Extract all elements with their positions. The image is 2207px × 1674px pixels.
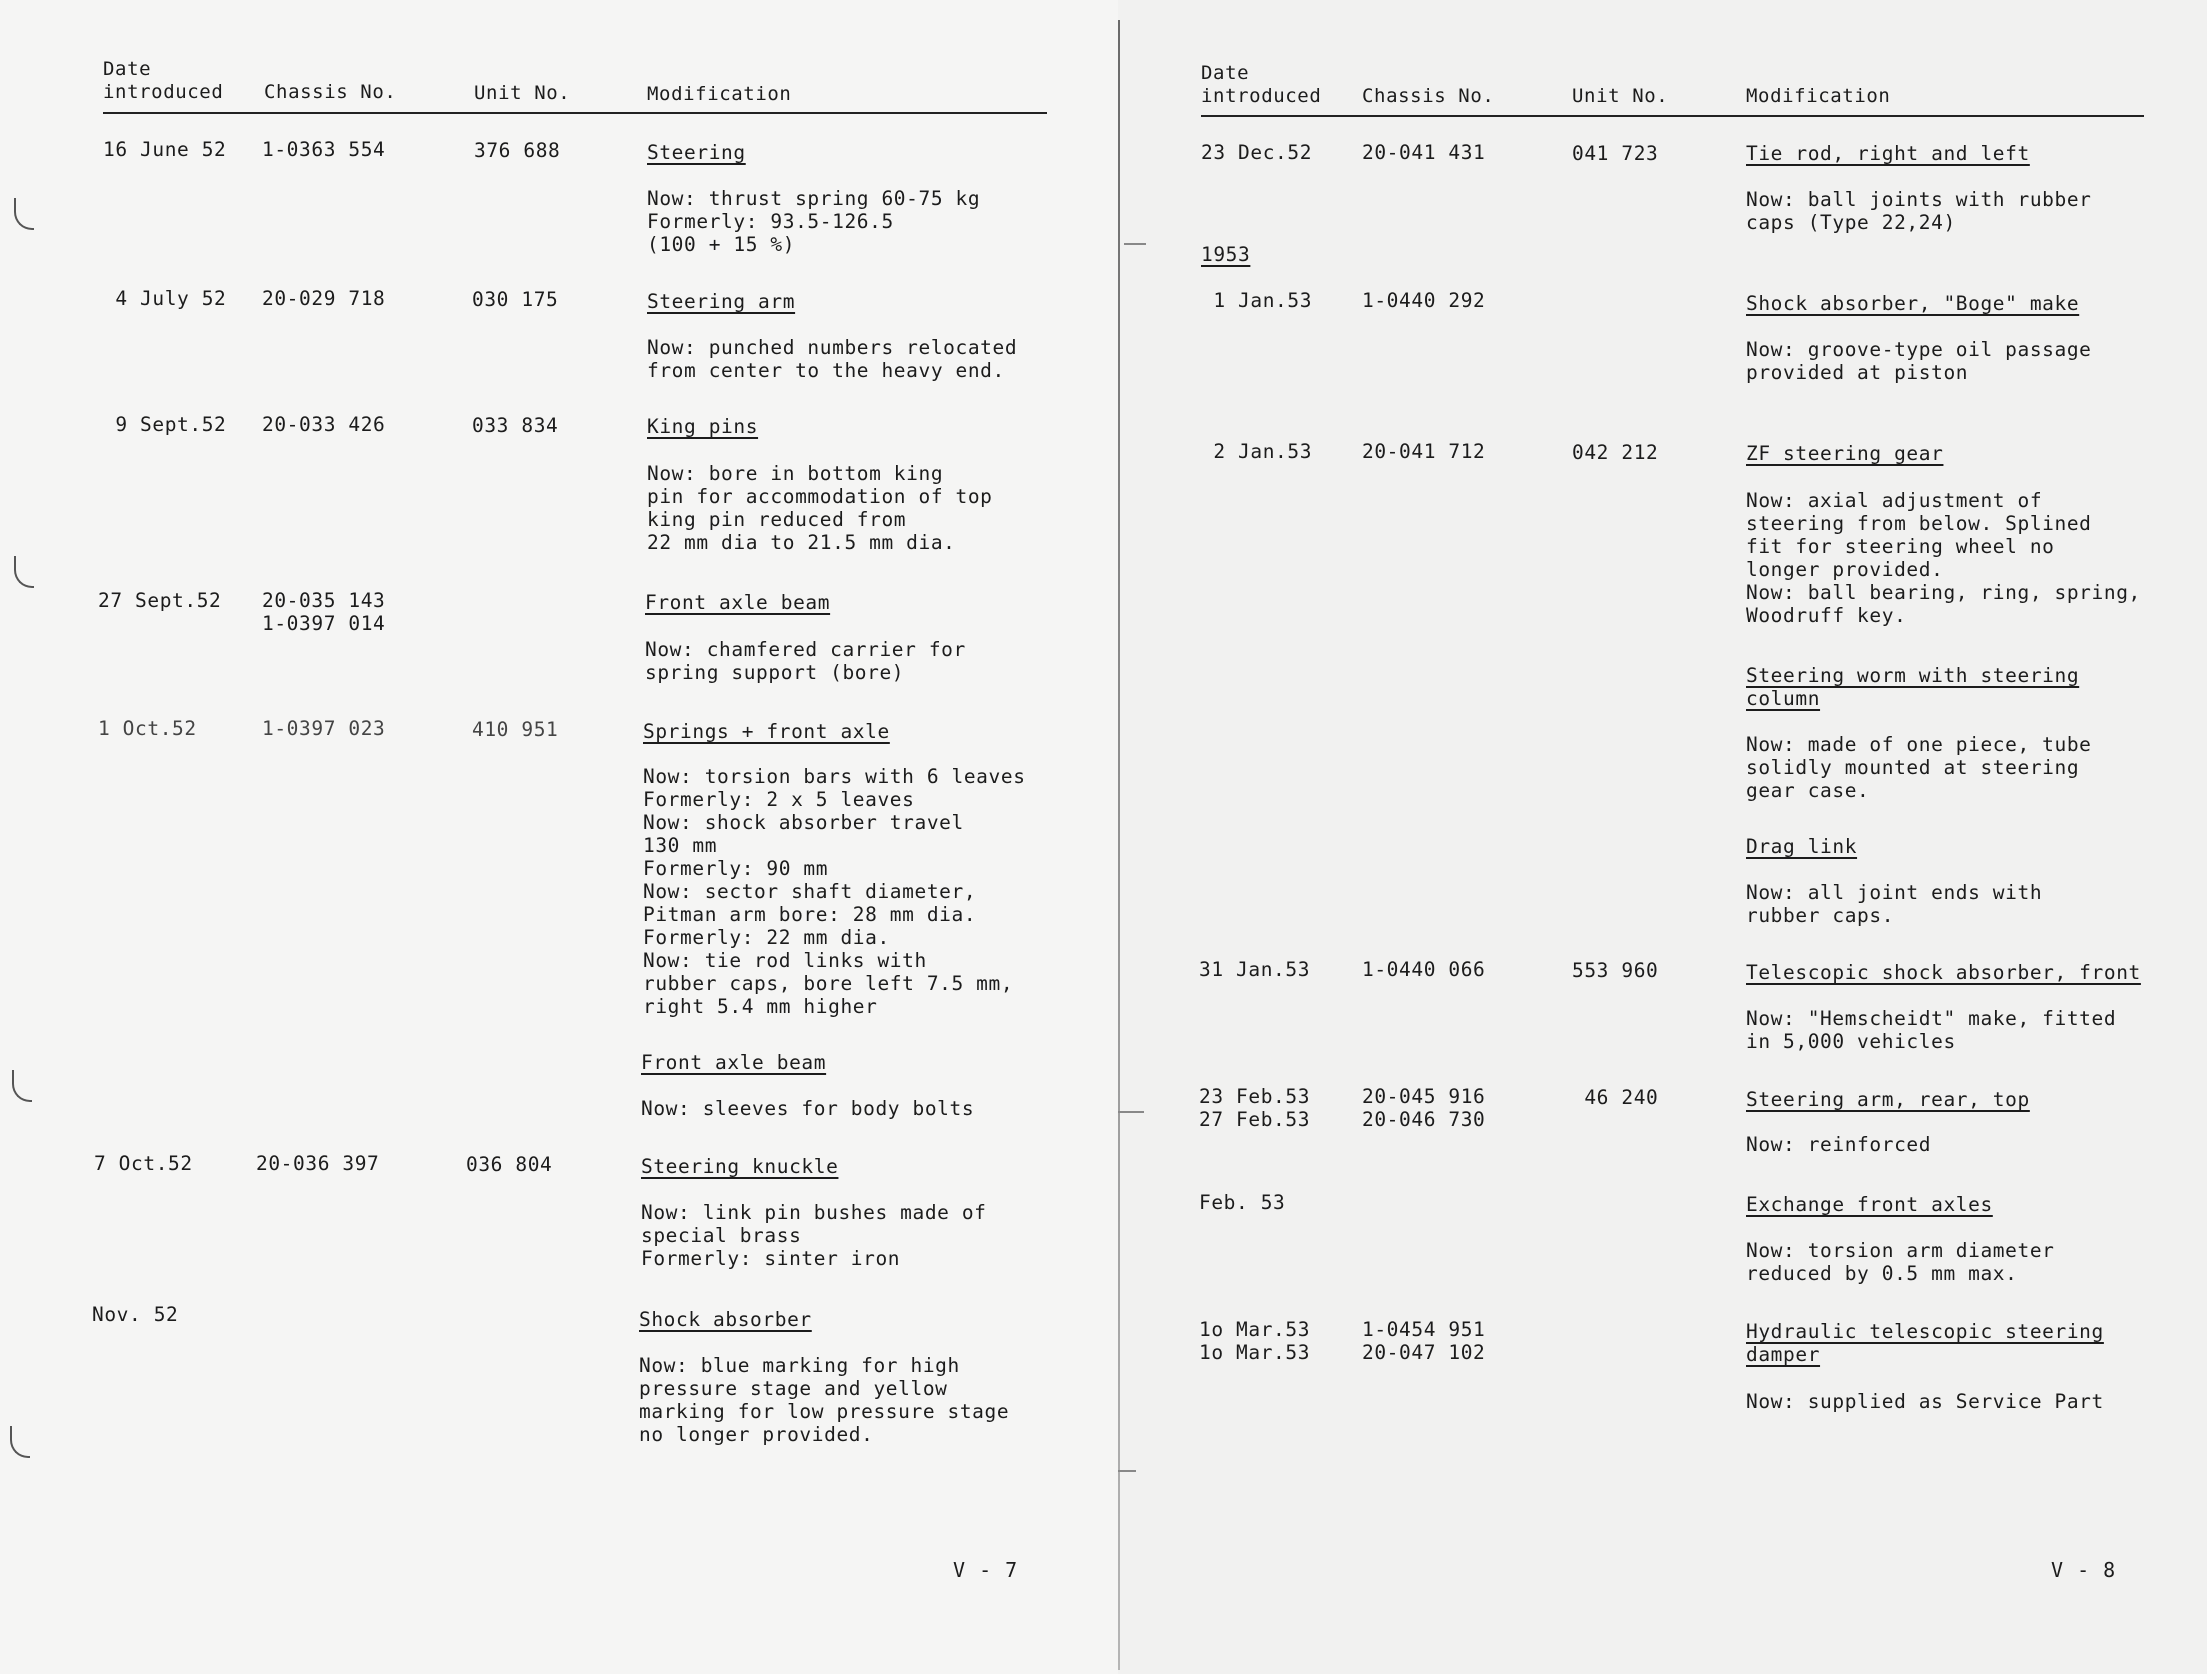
fold-tick xyxy=(1118,1470,1136,1472)
row-text: Now: chamfered carrier for spring support (bore) xyxy=(645,638,966,684)
row-title: King pins xyxy=(647,415,759,438)
row-date: 23 Feb.53 27 Feb.53 xyxy=(1199,1085,1311,1131)
row-text: Now: thrust spring 60-75 kg Formerly: 93.5-126.5 (100 + 15 %) xyxy=(647,187,981,256)
row-date: 9 Sept.52 xyxy=(103,413,227,436)
row-date: 16 June 52 xyxy=(103,138,227,161)
row-date: 2 Jan.53 xyxy=(1201,440,1313,463)
row-text: Now: axial adjustment of steering from below. Splined fit for steering wheel no longer provided. Now: ball bearing, ring, spring, Woodruff key. xyxy=(1746,489,2141,627)
row-text: Now: all joint ends with rubber caps. xyxy=(1746,881,2043,927)
header-date: Date introduced xyxy=(1201,62,1322,107)
row-text: Now: made of one piece, tube solidly mounted at steering gear case. xyxy=(1746,733,2092,802)
row-date: 23 Dec.52 xyxy=(1201,141,1313,164)
row-chassis: 1-0454 951 20-047 102 xyxy=(1362,1318,1486,1364)
row-chassis: 20-033 426 xyxy=(262,413,386,436)
header-chassis: Chassis No. xyxy=(1362,85,1495,107)
row-text: Now: supplied as Service Part xyxy=(1746,1390,2104,1413)
row-date: 31 Jan.53 xyxy=(1199,958,1311,981)
row-chassis: 20-041 712 xyxy=(1362,440,1486,463)
row-title: Steering knuckle xyxy=(641,1155,839,1178)
row-title: Steering worm with steering column xyxy=(1746,664,2080,710)
row-text: Now: link pin bushes made of special brass Formerly: sinter iron xyxy=(641,1201,987,1270)
row-title: Tie rod, right and left xyxy=(1746,142,2030,165)
row-chassis: 1-0440 066 xyxy=(1362,958,1486,981)
header-rule xyxy=(1201,115,2144,117)
row-text: Now: groove-type oil passage provided at piston xyxy=(1746,338,2092,384)
row-unit: 033 834 xyxy=(472,414,559,437)
header-modification: Modification xyxy=(647,83,792,105)
row-text: Now: reinforced xyxy=(1746,1133,1932,1156)
header-modification: Modification xyxy=(1746,85,1891,107)
row-unit: 036 804 xyxy=(466,1153,553,1176)
row-unit: 410 951 xyxy=(472,718,559,741)
header-chassis: Chassis No. xyxy=(264,81,397,103)
year-label: 1953 xyxy=(1201,243,1251,266)
row-chassis: 20-035 143 1-0397 014 xyxy=(262,589,386,635)
row-date: 4 July 52 xyxy=(103,287,227,310)
header-date: Date introduced xyxy=(103,58,224,103)
row-title: Hydraulic telescopic steering damper xyxy=(1746,1320,2104,1366)
row-title: Front axle beam xyxy=(645,591,831,614)
row-chassis: 20-041 431 xyxy=(1362,141,1486,164)
row-text: Now: torsion bars with 6 leaves Formerly: 2 x 5 leaves Now: shock absorber travel 130 mm Formerly: 90 mm Now: sector shaft diameter, Pitman arm bore: 28 mm dia. Formerly: 22 mm dia. Now: tie rod links with rubber caps, bore left 7.5 mm, right 5.4 mm higher xyxy=(643,765,1026,1018)
row-title: Steering arm, rear, top xyxy=(1746,1088,2030,1111)
row-title: Front axle beam xyxy=(641,1051,827,1074)
row-text: Now: ball joints with rubber caps (Type 22,24) xyxy=(1746,188,2092,234)
row-text: Now: torsion arm diameter reduced by 0.5 mm max. xyxy=(1746,1239,2055,1285)
page-fold xyxy=(1118,20,1120,1670)
row-chassis: 1-0440 292 xyxy=(1362,289,1486,312)
row-text: Now: sleeves for body bolts xyxy=(641,1097,975,1120)
row-date: 1o Mar.53 1o Mar.53 xyxy=(1199,1318,1311,1364)
fold-tick xyxy=(1124,243,1146,245)
page-number-right: V - 8 xyxy=(2051,1558,2117,1582)
row-chassis: 1-0363 554 xyxy=(262,138,386,161)
row-date: 7 Oct.52 xyxy=(94,1152,193,1175)
row-title: Steering arm xyxy=(647,290,796,313)
row-unit: 553 960 xyxy=(1572,959,1659,982)
row-date: Feb. 53 xyxy=(1199,1191,1286,1214)
header-rule xyxy=(103,112,1047,114)
row-title: Shock absorber, "Boge" make xyxy=(1746,292,2080,315)
row-title: ZF steering gear xyxy=(1746,442,1944,465)
row-date: Nov. 52 xyxy=(92,1303,179,1326)
right-page xyxy=(1118,0,2207,1674)
row-title: Springs + front axle xyxy=(643,720,890,743)
row-unit: 030 175 xyxy=(472,288,559,311)
row-date: 1 Jan.53 xyxy=(1201,289,1313,312)
row-text: Now: blue marking for high pressure stage and yellow marking for low pressure stage no longer provided. xyxy=(639,1354,1010,1446)
row-unit: 041 723 xyxy=(1572,142,1659,165)
row-unit: 46 240 xyxy=(1572,1086,1659,1109)
row-date: 1 Oct.52 xyxy=(98,717,197,740)
row-chassis: 20-045 916 20-046 730 xyxy=(1362,1085,1486,1131)
row-text: Now: "Hemscheidt" make, fitted in 5,000 vehicles xyxy=(1746,1007,2117,1053)
row-unit: 042 212 xyxy=(1572,441,1659,464)
header-unit: Unit No. xyxy=(1572,85,1669,107)
row-chassis: 20-036 397 xyxy=(256,1152,380,1175)
row-title: Steering xyxy=(647,141,746,164)
row-unit: 376 688 xyxy=(474,139,561,162)
row-title: Telescopic shock absorber, front xyxy=(1746,961,2141,984)
row-title: Exchange front axles xyxy=(1746,1193,1993,1216)
row-title: Drag link xyxy=(1746,835,1858,858)
row-text: Now: bore in bottom king pin for accommodation of top king pin reduced from 22 mm dia to 21.5 mm dia. xyxy=(647,462,993,554)
page-number-left: V - 7 xyxy=(953,1558,1019,1582)
row-title: Shock absorber xyxy=(639,1308,812,1331)
header-unit: Unit No. xyxy=(474,82,571,104)
row-text: Now: punched numbers relocated from center to the heavy end. xyxy=(647,336,1018,382)
fold-tick xyxy=(1118,1111,1144,1113)
row-date: 27 Sept.52 xyxy=(98,589,222,612)
row-chassis: 1-0397 023 xyxy=(262,717,386,740)
row-chassis: 20-029 718 xyxy=(262,287,386,310)
